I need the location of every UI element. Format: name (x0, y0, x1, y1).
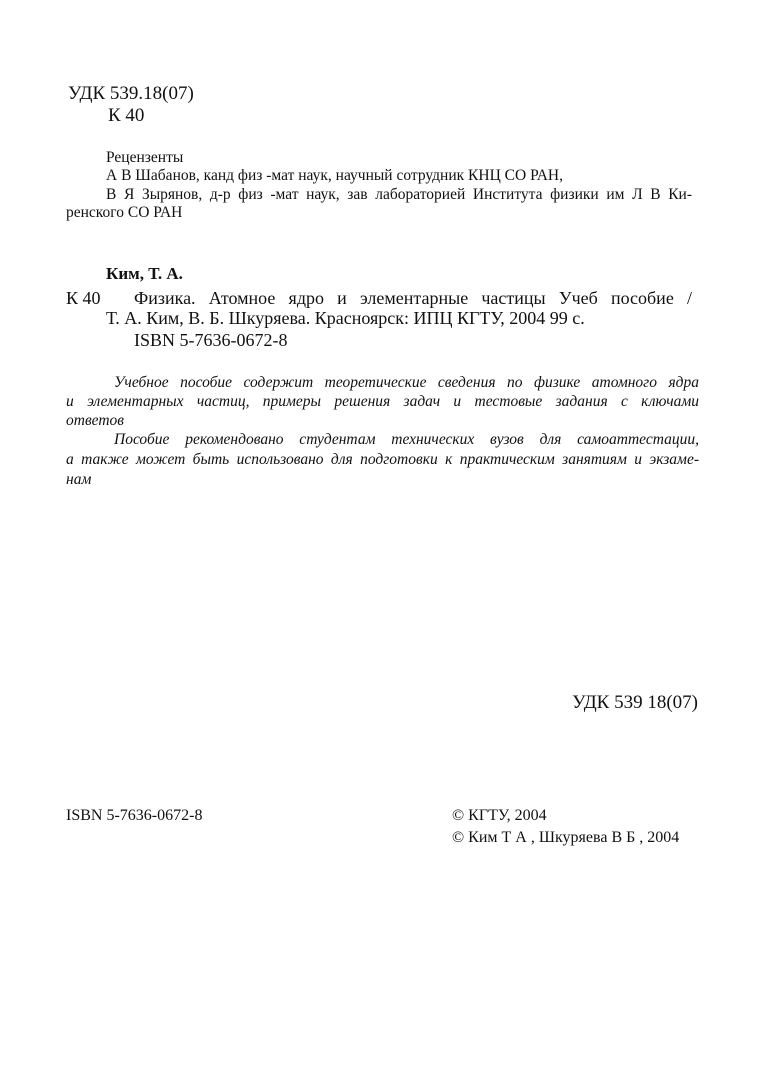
abstract-p2-line-3: нам (66, 471, 92, 488)
abstract-p1-line-1: Учебное пособие содержит теоретические сведения по физике атомного ядра (114, 374, 699, 391)
udk-code: УДК 539.18(07) (68, 83, 194, 104)
abstract-p1-line-2: и элементарных частиц, примеры решения задач и тестовые задания с ключами (66, 393, 699, 410)
copyright-publisher: © КГТУ, 2004 (452, 807, 547, 824)
abstract-p2-line-2: а также может быть использовано для подготовки к практическим занятиям и экзаме- (66, 451, 699, 468)
author-mark: К 40 (108, 105, 145, 126)
reviewer-line-3: ренского СО РАН (66, 204, 183, 221)
footer-isbn: ISBN 5-7636-0672-8 (66, 807, 203, 824)
reviewer-line-2: В Я Зырянов, д-р физ -мат наук, зав лабораторией Института физики им Л В Ки- (106, 186, 692, 203)
reviewers-heading: Рецензенты (106, 149, 184, 166)
entry-isbn: ISBN 5-7636-0672-8 (134, 330, 288, 350)
entry-publisher-line: Т. А. Ким, В. Б. Шкуряева. Красноярск: ИПЦ КГТУ, 2004 99 с. (106, 308, 585, 328)
entry-author: Ким, Т. А. (106, 264, 183, 283)
copyright-authors: © Ким Т А , Шкуряева В Б , 2004 (452, 829, 680, 846)
abstract-p1-line-3: ответов (66, 412, 125, 429)
reviewer-line-1: А В Шабанов, канд физ -мат наук, научный сотрудник КНЦ СО РАН, (106, 167, 563, 184)
entry-title-line: Физика. Атомное ядро и элементарные частицы Учеб пособие / (134, 288, 692, 308)
entry-code: К 40 (66, 288, 101, 308)
udk-code-right: УДК 539 18(07) (572, 692, 698, 713)
abstract-p2-line-1: Пособие рекомендовано студентам технических вузов для самоаттестации, (114, 431, 699, 448)
